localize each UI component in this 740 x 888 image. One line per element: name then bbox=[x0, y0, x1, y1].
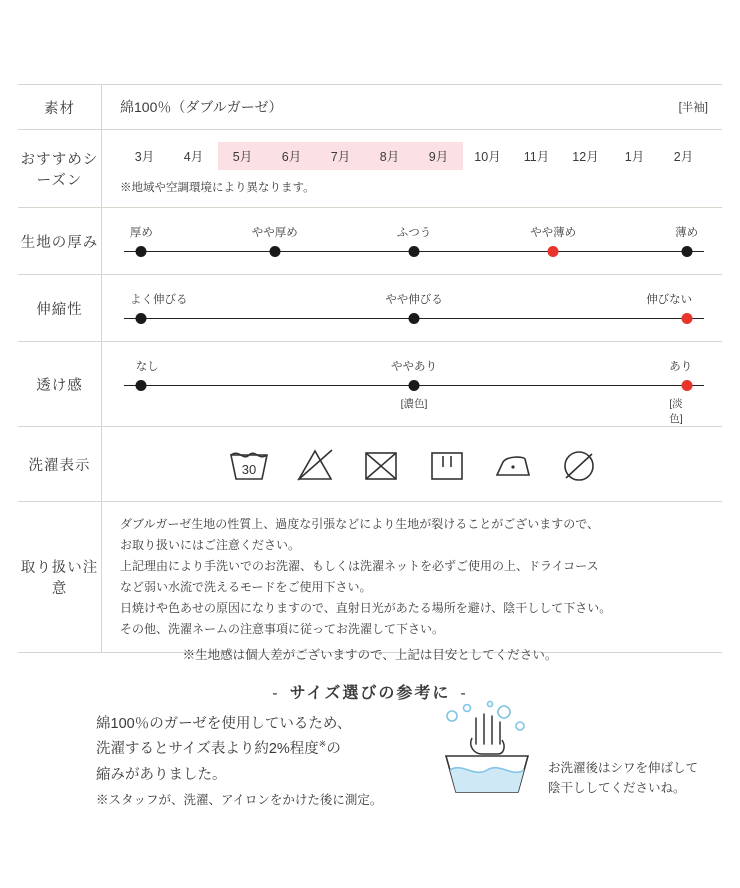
thickness-marker bbox=[136, 246, 147, 257]
size-guide-note: ※スタッフが、洗濯、アイロンをかけた後に測定。 bbox=[96, 793, 383, 808]
size-guide-line-3: 縮みがありました。 bbox=[96, 766, 227, 783]
stretch-label: よく伸びる bbox=[130, 294, 188, 306]
season-month: 5月 bbox=[218, 142, 267, 170]
stretch-scale bbox=[120, 287, 708, 329]
table-row-thickness bbox=[18, 208, 722, 275]
season-month: 6月 bbox=[267, 142, 316, 170]
thickness-label: 厚め bbox=[129, 227, 153, 239]
season-month: 3月 bbox=[134, 150, 155, 164]
season-month: 4月 bbox=[183, 150, 204, 164]
sheer-scale bbox=[120, 354, 708, 425]
sheer-label: なし bbox=[135, 361, 159, 373]
size-guide-body bbox=[96, 712, 396, 812]
table-row-stretch bbox=[18, 275, 722, 342]
size-guide-line-1: 綿100％のガーゼを使用しているため、 bbox=[96, 716, 352, 732]
table-row-wash-symbols bbox=[18, 427, 722, 502]
table-row-season bbox=[18, 130, 722, 208]
illustration-caption bbox=[548, 758, 698, 798]
row-label-care: 取り扱い注意 bbox=[20, 560, 99, 597]
size-guide-line-2 bbox=[96, 737, 396, 762]
season-month: 2月 bbox=[673, 150, 694, 164]
dry-clean-not-allowed-icon bbox=[557, 445, 601, 485]
material-note: [半袖] bbox=[678, 102, 708, 114]
iron-low-icon bbox=[491, 445, 535, 485]
stretch-marker bbox=[136, 313, 147, 324]
care-note-line: 上記理由により手洗いでのお洗濯、もしくは洗濯ネットを必ずご使用の上、ドライコース bbox=[120, 559, 599, 573]
row-label-thickness: 生地の厚み bbox=[20, 234, 99, 251]
thickness-marker bbox=[409, 246, 420, 257]
season-month: 9月 bbox=[414, 142, 463, 170]
title-dash-right: - bbox=[460, 685, 468, 702]
title-dash-left: - bbox=[272, 685, 280, 702]
thickness-label: やや薄め bbox=[530, 227, 577, 239]
hand-wash-illustration bbox=[432, 700, 542, 800]
row-value-sheer bbox=[102, 342, 723, 427]
size-guide-line-2-sup: ※ bbox=[318, 739, 327, 750]
stretch-marker-selected bbox=[681, 313, 692, 324]
row-value-wash-symbols bbox=[102, 427, 723, 502]
row-value-season bbox=[102, 130, 723, 208]
tumble-dry-not-allowed-icon bbox=[359, 445, 403, 485]
row-value-material bbox=[102, 85, 723, 130]
wash-tub-temperature: 30 bbox=[241, 462, 257, 477]
thickness-marker bbox=[681, 246, 692, 257]
care-note-line: その他、洗濯ネームの注意事項に従ってお洗濯して下さい。 bbox=[120, 622, 445, 636]
stretch-label: 伸びない bbox=[646, 294, 693, 306]
row-label-material: 素材 bbox=[44, 100, 75, 117]
row-label-stretch: 伸縮性 bbox=[36, 301, 83, 318]
season-month: 7月 bbox=[316, 142, 365, 170]
table-row-care bbox=[18, 502, 722, 653]
care-note-line: ダブルガーゼ生地の性質上、過度な引張などにより生地が裂けることがございますので、 bbox=[120, 517, 600, 531]
size-guide-title bbox=[0, 680, 740, 703]
row-label-wash-symbols: 洗濯表示 bbox=[28, 457, 91, 474]
season-note: ※地域や空調環境により異なります。 bbox=[120, 182, 315, 194]
sheer-marker bbox=[409, 380, 420, 391]
size-guide-title-text: サイズ選びの参考に bbox=[289, 685, 451, 702]
season-month: 11月 bbox=[523, 150, 550, 164]
sheer-sub-label: [淡色] bbox=[669, 398, 683, 425]
care-note-line: お取り扱いにはご注意ください。 bbox=[120, 538, 301, 552]
spec-table bbox=[18, 84, 722, 653]
thickness-marker-selected bbox=[548, 246, 559, 257]
sheer-sub-label: [濃色] bbox=[400, 398, 428, 410]
thickness-label: やや厚め bbox=[251, 227, 298, 239]
care-note-line: 日焼けや色あせの原因になりますので、直射日光があたる場所を避け、陰干しして下さい。 bbox=[120, 601, 612, 615]
season-month: 8月 bbox=[365, 142, 414, 170]
sheer-marker-selected bbox=[681, 380, 692, 391]
row-label-season: おすすめシーズン bbox=[20, 151, 99, 189]
material-text: 綿100％（ダブルガーゼ） bbox=[120, 99, 283, 115]
season-month: 12月 bbox=[572, 150, 599, 164]
bleach-not-allowed-icon bbox=[293, 445, 337, 485]
size-guide-line-2-tail: の bbox=[326, 741, 341, 758]
sheer-label: ややあり bbox=[391, 361, 437, 373]
thickness-scale bbox=[120, 220, 708, 262]
illustration-caption-line-1: お洗濯後はシワを伸ばして bbox=[548, 761, 699, 775]
illustration-caption-line-2: 陰干ししてくださいね。 bbox=[548, 781, 686, 795]
row-value-care bbox=[102, 502, 723, 653]
table-footnote: ※生地感は個人差がございますので、上記は目安としてください。 bbox=[182, 648, 558, 662]
thickness-label: 薄め bbox=[675, 227, 699, 239]
sheer-label: あり bbox=[669, 361, 693, 373]
thickness-label: ふつう bbox=[396, 227, 432, 239]
care-note-line: など弱い水流で洗えるモードをご使用下さい。 bbox=[120, 580, 372, 594]
wash-tub-30-icon bbox=[227, 445, 271, 485]
line-dry-in-shade-icon bbox=[425, 445, 469, 485]
stretch-marker bbox=[409, 313, 420, 324]
row-value-stretch bbox=[102, 275, 723, 342]
table-row-sheer bbox=[18, 342, 722, 427]
row-label-sheer: 透け感 bbox=[36, 377, 83, 394]
season-month: 1月 bbox=[624, 150, 645, 164]
table-row-material bbox=[18, 85, 722, 130]
season-month: 10月 bbox=[474, 150, 501, 164]
row-value-thickness bbox=[102, 208, 723, 275]
season-month-list bbox=[120, 142, 708, 170]
stretch-label: やや伸びる bbox=[385, 294, 443, 306]
size-guide-line-2-text: 洗濯するとサイズ表より約2%程度 bbox=[96, 741, 319, 758]
sheer-marker bbox=[136, 380, 147, 391]
thickness-marker bbox=[269, 246, 280, 257]
